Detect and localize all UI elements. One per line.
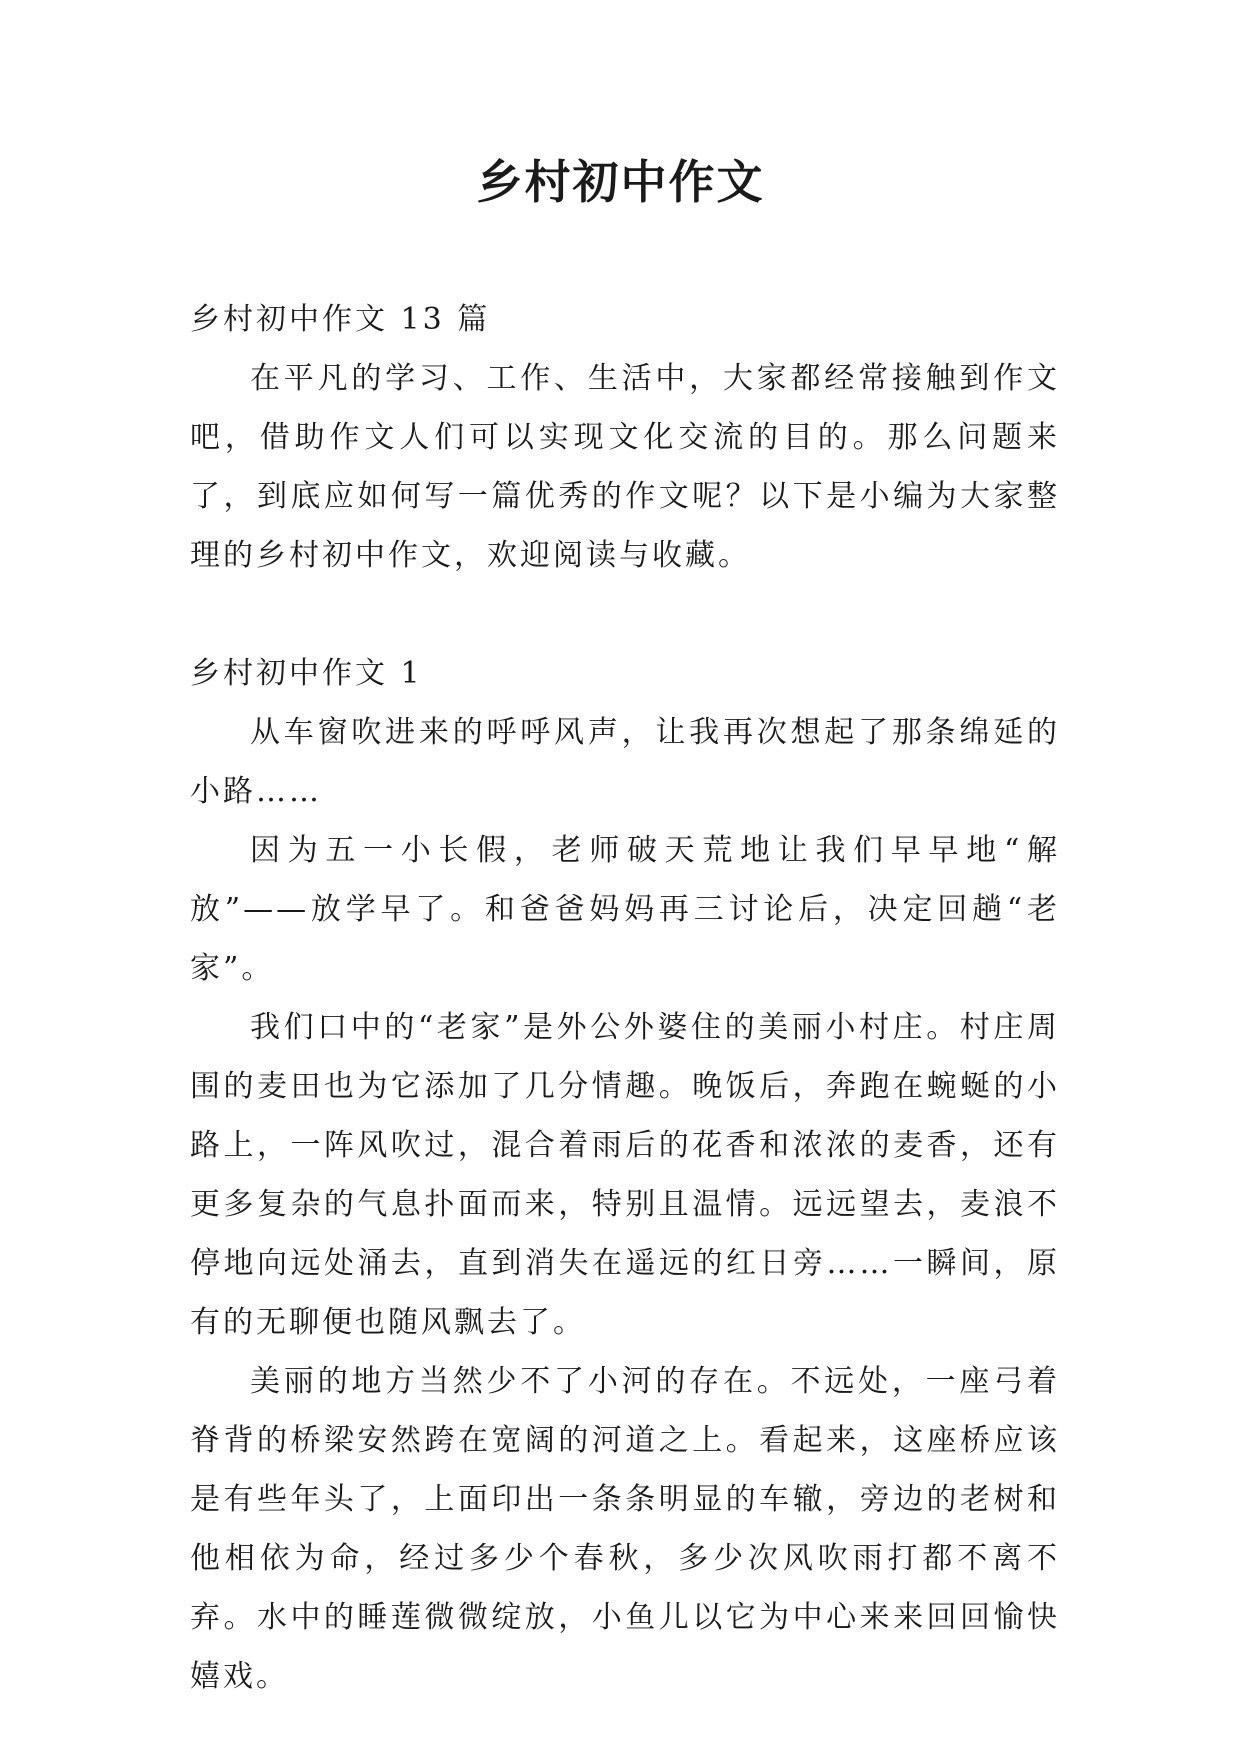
document-title: 乡村初中作文 — [476, 155, 765, 209]
section-1-paragraph: 因为五一小长假，老师破天荒地让我们早早地“解放”——放学早了。和爸爸妈妈再三讨论后，决定回趟“老家”。 — [190, 833, 1060, 986]
section-1-paragraph: 从车窗吹进来的呼呼风声，让我再次想起了那条绵延的小路…… — [190, 715, 1060, 809]
section-1-paragraph: 我们口中的“老家”是外公外婆住的美丽小村庄。村庄周围的麦田也为它添加了几分情趣。晚饭后，奔跑在蜿蜒的小路上，一阵风吹过，混合着雨后的花香和浓浓的麦香，还有更多复杂的气息扑面而来，特别且温情。远远望去，麦浪不停地向远处涌去，直到消失在遥远的红日旁……一瞬间，原有的无聊便也随风飘去了。 — [190, 1010, 1060, 1340]
intro-heading: 乡村初中作文 13 篇 — [190, 302, 491, 337]
intro-paragraph: 在平凡的学习、工作、生活中，大家都经常接触到作文吧，借助作文人们可以实现文化交流的目的。那么问题来了，到底应如何写一篇优秀的作文呢？以下是小编为大家整理的乡村初中作文，欢迎阅读与收藏。 — [190, 361, 1060, 573]
section-spacer — [190, 585, 1060, 644]
section-1-paragraph: 美丽的地方当然少不了小河的存在。不远处，一座弓着脊背的桥梁安然跨在宽阔的河道之上。看起来，这座桥应该是有些年头了，上面印出一条条明显的车辙，旁边的老树和他相依为命，经过多少个春秋，多少次风吹雨打都不离不弃。水中的睡莲微微绽放，小鱼儿以它为中心来来回回愉快嬉戏。 — [190, 1364, 1060, 1694]
document-body — [190, 290, 1060, 1706]
section-1-heading: 乡村初中作文 1 — [190, 656, 423, 691]
